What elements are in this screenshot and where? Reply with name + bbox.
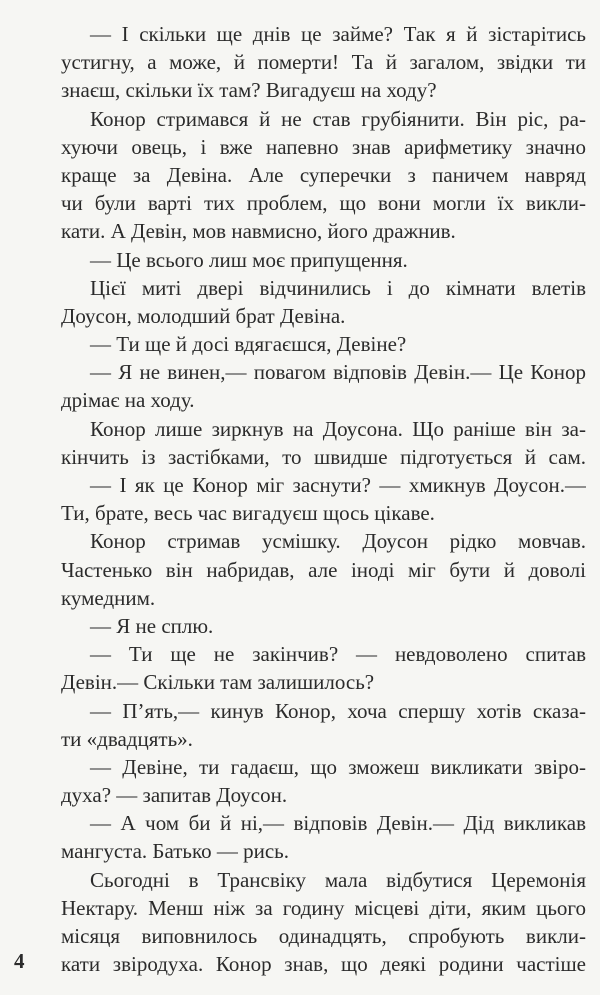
text-line: Конор лише зиркнув на Доусона. Що раніше він за- <box>90 416 586 441</box>
text-line: чи були варті тих проблем, що вони могли їх викли- <box>61 191 586 216</box>
page-number: 4 <box>14 949 25 973</box>
text-line: Сьогодні в Трансвіку мала відбутися Церемонія <box>90 867 586 892</box>
text-line: дрімає на ходу. <box>61 388 195 413</box>
text-line: — А чом би й ні,— відповів Девін.— Дід викликав <box>90 811 586 836</box>
text-line: — І як це Конор міг заснути? — хмикнув Доусон.— <box>90 473 586 497</box>
text-line: Девін.— Скільки там залишилось? <box>61 670 375 695</box>
text-line: мангуста. Батько — рись. <box>61 839 290 864</box>
page-body-text <box>61 20 586 978</box>
text-line: знаєш, скільки їх там? Вигадуєш на ходу? <box>61 78 437 103</box>
text-line: Нектару. Менш ніж за годину місцеві діти, яким цього <box>61 895 586 920</box>
text-line: устигну, а може, й померти! Та й загалом, звідки ти <box>61 50 586 75</box>
text-line: Конор стримався й не став грубіянити. Він ріс, ра- <box>90 106 586 131</box>
text-line: краще за Девіна. Але суперечки з паничем навряд <box>61 162 586 187</box>
text-line: кати. А Девін, мов навмисно, його дражнив. <box>61 219 456 244</box>
text-line: Конор стримав усмішку. Доусон рідко мовчав. <box>90 529 586 554</box>
text-line: — П’ять,— кинув Конор, хоча спершу хотів сказа- <box>90 698 586 723</box>
text-line: — І скільки ще днів це займе? Так я й зістарітись <box>90 22 586 46</box>
text-line: Доусон, молодший брат Девіна. <box>61 303 346 328</box>
text-line: Ти, брате, весь час вигадуєш щось цікаве. <box>61 501 435 526</box>
text-line: — Я не сплю. <box>90 613 214 638</box>
text-line: Цієї миті двері відчинились і до кімнати влетів <box>90 275 586 300</box>
text-line: ти «двадцять». <box>61 726 193 751</box>
text-line: — Девіне, ти гадаєш, що зможеш викликати звіро- <box>90 754 586 779</box>
text-line: духа? — запитав Доусон. <box>61 783 288 808</box>
text-line: кати звіродуха. Конор знав, що деякі родини частіше <box>61 952 586 977</box>
text-line: місяця виповнилось одинадцять, спробують викли- <box>61 924 586 948</box>
text-line: Частенько він набридав, але іноді міг бути й доволі <box>61 557 586 582</box>
text-line: кумедним. <box>61 585 156 610</box>
text-line: — Я не винен,— повагом відповів Девін.— Це Конор <box>90 360 586 385</box>
text-line: — Ти ще й досі вдягаєшся, Девіне? <box>90 332 407 357</box>
text-line: — Ти ще не закінчив? — невдоволено спитав <box>90 642 586 667</box>
text-line: кінчить із застібками, то швидше підготується й сам. <box>61 444 586 469</box>
text-line: хуючи овець, і вже напевно знав арифметику значно <box>61 134 586 159</box>
text-line: — Це всього лиш моє припущення. <box>90 247 408 272</box>
